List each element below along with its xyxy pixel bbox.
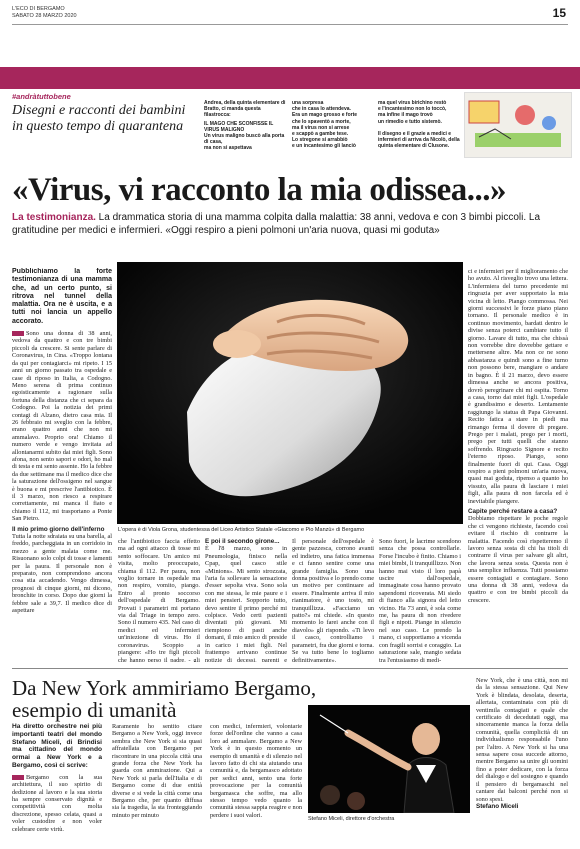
drawing-illustration [465, 93, 571, 157]
sculpture-image [117, 262, 463, 524]
column-subhead: Capite perché restare a casa? [468, 508, 558, 515]
teaser-line: ma quel virus birichino restò [378, 100, 447, 106]
article2-column-1 [12, 723, 102, 845]
column-body: ci e infermieri per il miglioramento che ho avuto. Al risveglio trovo una lettera. L'infermiera del turno precedente mi ringrazia per aver supportato la mia vicina di letto. Piango commossa. Nei giorni successivi le forze piano piano tornano. Il personale medico è in continuo movimento, bardati dentro le divise senza poterci cambiare tutto il giorno. Lavare di tutto, ma che chissà non vorrebbe dire dovrebbe gettare e mettersene altre. Ma non ce ne sono abbastanza e quindi sono a fine turno non possono bere, mangiare o andare in bagno. È il 21 marzo, devo essere dimessa anche se ancora positiva, dovrò peregrinare chi mi ospita. Torno a casa, torno dai miei figli. L'ospedale è grandissimo e deserto. Lentamente raggiungo la statua di Papa Giovanni. Recito fatica a stare in piedi ma rimango ferma il dovere di pregare. Prego per i malati, prego per i morti, prego per tutti quelli che stanno soffrendo. Ringrazio Signore e recito l'eterno riposo. Piango, sono finalmente fuori di qui. Casa. Oggi respiro a pieni polmoni un'aria nuova, quasi mai goduta, ripenso a quanto ho vissuto, alla paura di lasciare i miei figli, alla paura di non farcela ed è inevitabile piangere. [468, 268, 568, 505]
article2-signature: Stefano Miceli [476, 802, 519, 810]
teaser-line: ma non si aspettava [204, 145, 252, 152]
teaser-line: che lo spaventò a morte, [292, 118, 351, 125]
section-bar [0, 67, 580, 89]
article-column-4: Il personale dell'ospedale è gente pazzesca, corrono avanti ed indietro, una fatica immensa e ci fanno sentire come una grande famiglia. Sono una donna positiva e lo prendo come un motivo per continuare ad essere. Finalmente arriva il mio rianimatore, è uno tosto, mi tranquillizza. «Facciamo un patto?» mi chiede. «In questo momento lo farei anche con il diavolo» gli rispondo. «Ti levo il casco, controlliamo i parametri, fra due giorni e torna. Se va tutto bene lo togliamo definitivamente». [292, 538, 374, 662]
teaser-line: Andrea, della quinta elementare di Bratto, ci manda questa filastrocca: [204, 100, 286, 119]
column-text [12, 330, 112, 523]
article-subhead [12, 212, 568, 237]
masthead [12, 6, 77, 20]
teaser-line: Era un mago grosso e forte [292, 112, 358, 119]
issue-date: SABATO 28 MARZO 2020 [12, 13, 77, 19]
column-body: Tutta la notte sdraiata su una barella, al freddo, parcheggiata in un corridoio in mezzo a gente malata come me. Risuonano solo colpi di tosse e lamenti per la paura. Il personale non è preparato, non comprendono ancora cosa stia accadendo. Vengo dimessa, prognosi di cinque giorni, mi dicono, bronchite in corso. Dopo due giorni la febbre sale a 39,7. Il medico dice di aspettare [12, 533, 112, 615]
conductor-caption: Stefano Miceli, direttore d'orchestra [308, 816, 395, 822]
top-feature-box [12, 92, 198, 142]
teaser-line: un rimedio e tutto sistemò. [378, 118, 442, 125]
column-text [12, 774, 102, 833]
child-drawing [464, 92, 572, 158]
article-intro: Pubblichiamo la forte testimonianza di una mamma che, ad un certo punto, si ritrova nel tunnel della malattia. Ora ne è uscita, e a tutti noi lancia un appello accorato. [12, 268, 112, 325]
column-subhead: Il mio primo giorno dell'inferno [12, 525, 105, 533]
teaser-col-3 [378, 100, 460, 149]
column-body: Sono una donna di 38 anni, vedova da quattro e con tre bimbi piccoli da crescere. Si sente parlare di Coronavirus, in Cina. «Troppo lontana da qui per contagiarci» mi ripeto. I 15 anni un giorno passato tra ospedale e case di riposo in Italia, a Codogno. Meno serena di prima continuo egoisticamente a ragionare sulla fortuna della distanza che ci separa da Codogno. Poi la notizia dei primi contagi di Alzano, dietro casa mia. Il 26 febbraio mi sveglio con la febbre, erano quattro anni che non mi ammalavo. Proprio ora! Chiamo il numero verde e vengo invitata ad allontanarmi subito dai miei figli. Sono afona, non sento sapori e odori, ho mal di testa e mi sento assente. Ho la febbre da due settimane ma il medico dice che la saturazione dell'ossigeno nel sangue è buona e mi prescrive l'antibiotico. È il 3 marzo, non riesco a respirare correttamente, mi manca il fiato e chiamo il 112, mi trasportano a Ponte San Pietro. [12, 330, 112, 523]
teaser-line: IL MAGO CHE SCONFISSE IL VIRUS MALIGNO [204, 120, 274, 133]
artwork-photo [117, 262, 463, 524]
article2-column-3: con medici, infermieri, volontarie forze dell'ordine che vanno a casa loro ad ammalare. Bergamo a New York è in questo momento un esempio di umanità e di silenzio nel lavoro fatto di chi sta aiutando una comunità e, da bergamasco adottato per sedici anni, sento una forte provocazione per la comunità bergamasca che soffre, ma allo stesso tempo vedo quanto la comunità stessa sappia reagire e non perdere i suoi valori. [210, 723, 302, 819]
teaser-col-2 [292, 100, 372, 150]
article-column-3 [205, 538, 287, 662]
conductor-image [308, 705, 470, 813]
column-body: New York, che è una città, non mi da la stessa sensazione. Qui New York è blindata, desolata, deserta, allertata, contaminata con più di ventimila contagiati e quale che certificato di decedutati oggi, ma sinceramente manca la forza della comunità, quella complicità di un individualismo responsabile l'uno per l'altro. A New York si ha una sensa sapere cosa succede attorno, mentre Bergamo sa unire gli uomini fino a poter dedicare, con la forza del dialogo e del sostegno e quando il pensiero di bergamaschi nel cantare dai balconi perché non si sono spesi. [476, 677, 568, 803]
teaser-line: e l'incantesimo non lo toccò, [378, 106, 447, 113]
teaser-line: e un incantesimo gli lanciò [292, 143, 356, 150]
teaser-line: Il disegno e il grazie a medici e infermieri di arriva da Nicolò, della quinta elementare di Clusone. [378, 130, 460, 150]
teaser-line: ma il virus non si arrese [292, 124, 350, 131]
teaser-line: Lo stregone si arrabbiò [292, 137, 348, 144]
photo-caption: L'opera è di Viola Grona, studentessa del Liceo Artistico Statale «Giacomo e Pio Manzù» di Bergamo [118, 527, 365, 533]
article-column-6 [468, 268, 568, 660]
teaser-line: una sorpresa [292, 100, 324, 106]
teaser-line: Un virus maligno buscò alla porta di casa, [204, 133, 285, 146]
article-column-2: che l'antibiotico faccia effetto ma ad ogni attacco di tosse mi sento soffocare. Un amico mi visita, molto preoccupato, chiama il 112. Per paura, non voglio tornare in ospedale ma non respiro, vomito, piango. Entro al pronto soccorso dell'ospedale di Bergamo. Provati i parametri mi portano via dal Triage in tempo zero. Sono il numero 435. Nel caso di medici ed infermieri un'iniezione di virus. Ho il coronavirus. Scoppio a piangere: «Ho tre figli piccoli che hanno perso il padre, - gli [118, 538, 200, 662]
article-column-1 [12, 268, 112, 660]
article2-headline: Da New York ammiriamo Bergamo, esempio di umanità [12, 676, 317, 722]
article2-intro: Ha diretto orchestre nei più importanti teatri del mondo Stefano Miceli, di Brindisi ma cittadino del mondo ormai a New York e a Bergamo, così ci scrive: [12, 723, 102, 769]
column-subhead: E poi il secondo girone... [205, 538, 280, 545]
start-marker [12, 331, 24, 336]
article2-column-4 [476, 677, 568, 845]
subhead-label: La testimonianza. [12, 212, 96, 223]
conductor-photo [308, 705, 470, 813]
hashtag: #andràtuttobene [12, 92, 71, 101]
article-headline: «Virus, vi racconto la mia odissea...» [12, 172, 506, 208]
teaser-line: e scappò a gambe tese. [292, 131, 349, 138]
header-rule [12, 24, 568, 25]
section-divider [12, 668, 568, 669]
teaser-col-1 [204, 100, 286, 152]
column-body: Bergamo con la sua architettura, il suo spirito di dedizione al lavoro e la sua storia ha sempre conservato dignità e competitività con molta discrezione, spesso celata, quasi a voler custodire e non voler celebrare certe virtù. [12, 773, 102, 833]
column-body: È l'8 marzo, sono in Pneumologia, finisco nella Cpap, quel casco stile «Minions». Mi sento strozzata, l'aria fa sollevare la sensazione d'esser sepolta viva. Sono sola con me stessa, le mie paure e i miei pensieri. Sopporto tutto, devo sentire il primo perché mi colpisce. Vedo certi pazienti diventati più giovani. Mi riempiono di pasti anche domani, il mio amico di preside in carico i miei figli. Nel frattempo arrivano continue notizie di decessi, parenti e [205, 545, 287, 662]
article-column-5: Sono fuori, le lacrime scendono senza che possa controllarle. Forse l'incubo è finito. Chiamo i miei bimbi, li tranquillizzo. Non hanno mai visto il loro papà uscire dall'ospedale, immaginate cosa hanno provato sapendomi ricoverata. Mi siedo di fianco alla signora del letto vicino. Ha 73 anni, è sola come me, ha paura di non rivedere figli e nipoti. Piange in silenzio nel suo caso. Le prendo la mano, ci supportiamo a vicenda con fragili sorrisi e coraggio. La saturazione sale, mangio sedata tra l'entusiasmo di medi- [379, 538, 461, 662]
article2-column-2: Raramente ho sentito citare Bergamo a New York, oggi invece sembra che New York si sia quasi affratellata con Bergamo per riscontrare in una piccola città una grande forza che New York ha guarda con ammirazione. Qui a New York si parla dell'Italia e di Bergamo come di due entità diverse e si vede la città come una Bergamo che, per quanto diffusa sia la tragedia, la sta fronteggiando minuto per minuto [112, 723, 202, 819]
start-marker [12, 775, 24, 780]
paper-name: L'ECO DI BERGAMO [12, 6, 65, 12]
teaser-line: ma infine il mago trovò [378, 112, 433, 119]
subhead-text: La drammatica storia di una mamma colpita dalla malattia: 38 anni, vedova e con 3 bimbi piccoli. La gratitudine per medici e infermieri. «Oggi respiro a pieni polmoni un'aria nuova, quasi mi goduta» [12, 212, 541, 236]
feature-deck: Disegni e racconti dei bambini in questo tempo di quarantena [12, 103, 186, 134]
column-body: Dobbiamo rispettare le poche regole che ci vengono richieste, facendo così evitare il rischio di contrarre la malattia. Facendo così rispetteremo il lavoro senza sosta di chi ha titoli di contrarre il virus per salvare gli altri, che lavora senza sosta. Questa non è una semplice influenza. Tutti possiamo essere contagiati e contagiare. Sono una donna di 38 anni, vedova da quattro e con tre bimbi piccoli da crescere. [468, 515, 568, 604]
teaser-line: che in casa lo attendeva. [292, 106, 351, 113]
page-number: 15 [552, 6, 566, 20]
